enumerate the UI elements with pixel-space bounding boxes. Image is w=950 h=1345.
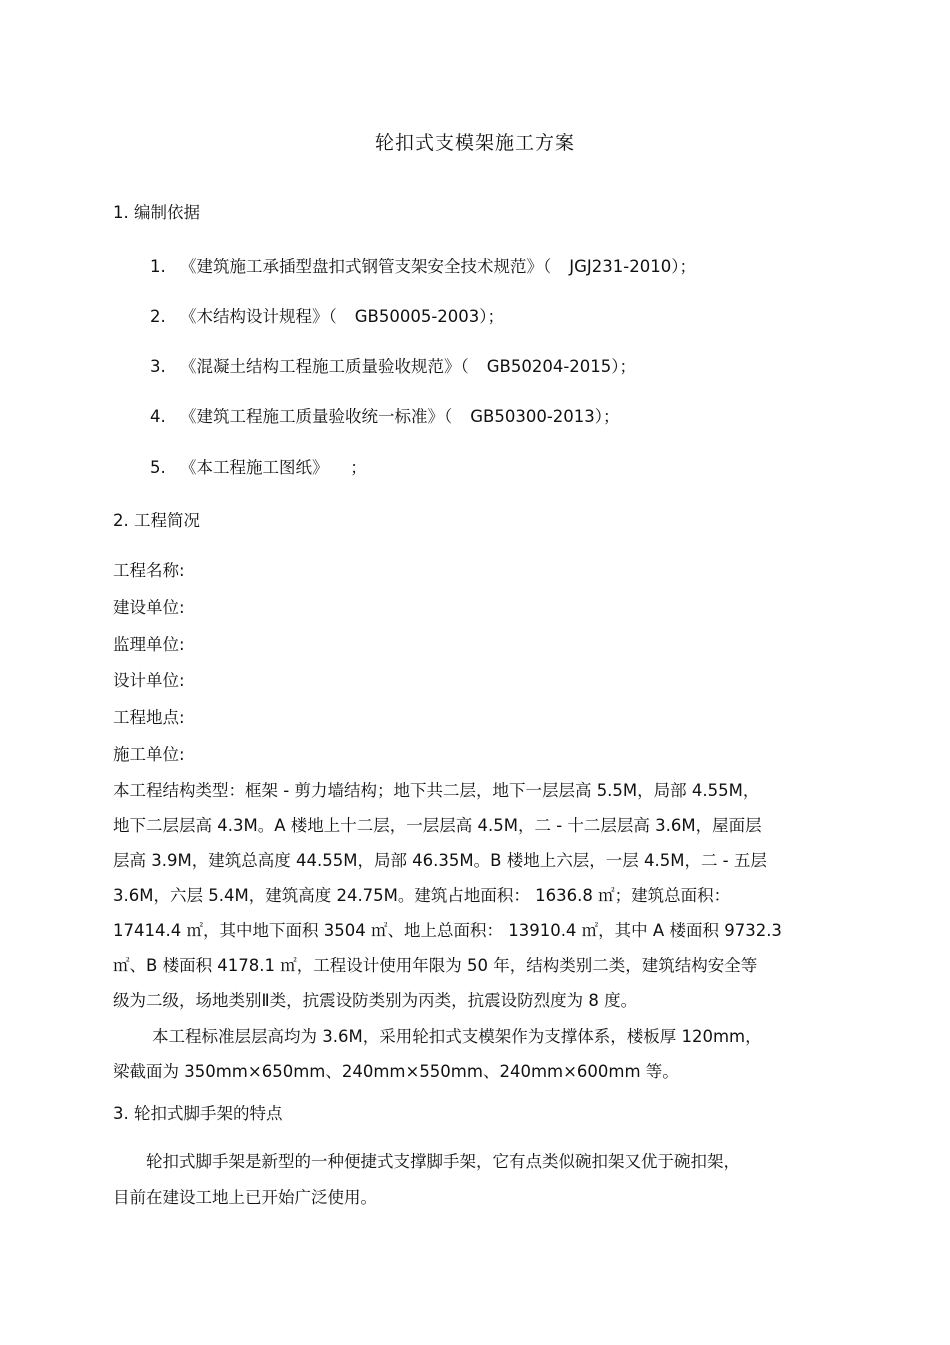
section-heading-overview: 2. 工程简况 bbox=[113, 511, 200, 530]
overview-line: 级为二级，场地类别Ⅱ类，抗震设防类别为丙类，抗震设防烈度为 8 度。 bbox=[113, 991, 638, 1010]
document-title: 轮扣式支模架施工方案 bbox=[374, 132, 575, 154]
reference-code: GB50300-2013）； bbox=[470, 407, 620, 426]
reference-number: 2. bbox=[150, 307, 166, 326]
overview-line: 地下二层层高 4.3M。A 楼地上十二层，一层层高 4.5M，二 - 十二层层高 3.6M，屋面层 bbox=[113, 816, 762, 835]
field-supervisor: 监理单位: bbox=[113, 635, 185, 654]
field-designer: 设计单位: bbox=[113, 671, 185, 690]
reference-title: 《本工程施工图纸》 bbox=[180, 458, 321, 477]
features-line: 轮扣式脚手架是新型的一种便捷式支撑脚手架，它有点类似碗扣架又优于碗扣架， bbox=[146, 1152, 740, 1171]
overview-line: 本工程结构类型：框架 - 剪力墙结构；地下共二层，地下一层层高 5.5M，局部 4.55M， bbox=[113, 781, 760, 800]
reference-title: 《建筑工程施工质量验收统一标准》（ bbox=[180, 407, 453, 426]
reference-item bbox=[150, 356, 636, 378]
reference-title: 《建筑施工承插型盘扣式钢管支架安全技术规范》（ bbox=[180, 257, 552, 276]
standard-floor-line: 本工程标准层层高均为 3.6M，采用轮扣式支模架作为支撑体系，楼板厚 120mm， bbox=[152, 1027, 762, 1046]
reference-number: 1. bbox=[150, 257, 166, 276]
reference-title: 《混凝土结构工程施工质量验收规范》（ bbox=[180, 357, 469, 376]
reference-code: GB50005-2003）； bbox=[354, 307, 505, 326]
overview-line: ㎡、B 楼面积 4178.1 ㎡，工程设计使用年限为 50 年，结构类别二类，建筑结构安全等 bbox=[113, 956, 758, 975]
reference-item bbox=[150, 256, 696, 278]
field-project-name: 工程名称: bbox=[113, 561, 185, 580]
overview-line: 层高 3.9M，建筑总高度 44.55M，局部 46.35M。B 楼地上六层，一层 4.5M，二 - 五层 bbox=[113, 851, 767, 870]
reference-number: 3. bbox=[150, 357, 166, 376]
reference-number: 5. bbox=[150, 458, 166, 477]
reference-title: 《木结构设计规程》（ bbox=[180, 307, 337, 326]
reference-item bbox=[150, 406, 620, 428]
standard-floor-line: 梁截面为 350mm×650mm、240mm×550mm、240mm×600mm 等。 bbox=[113, 1062, 679, 1081]
field-location: 工程地点: bbox=[113, 708, 185, 727]
reference-number: 4. bbox=[150, 407, 166, 426]
section-heading-basis: 1. 编制依据 bbox=[113, 203, 200, 222]
reference-item bbox=[150, 306, 504, 328]
reference-item bbox=[150, 457, 367, 479]
overview-line: 3.6M，六层 5.4M，建筑高度 24.75M。建筑占地面积： 1636.8 ㎡；建筑总面积： bbox=[113, 886, 731, 905]
reference-code: JGJ231-2010）； bbox=[569, 257, 696, 276]
reference-code: GB50204-2015）； bbox=[486, 357, 637, 376]
features-line: 目前在建设工地上已开始广泛使用。 bbox=[113, 1188, 377, 1207]
field-owner: 建设单位: bbox=[113, 598, 185, 617]
field-contractor: 施工单位: bbox=[113, 745, 185, 764]
reference-code: ； bbox=[350, 458, 367, 477]
overview-line: 17414.4 ㎡，其中地下面积 3504 ㎡、地上总面积： 13910.4 ㎡，其中 A 楼面积 9732.3 bbox=[113, 921, 782, 940]
section-heading-features: 3. 轮扣式脚手架的特点 bbox=[113, 1104, 283, 1123]
